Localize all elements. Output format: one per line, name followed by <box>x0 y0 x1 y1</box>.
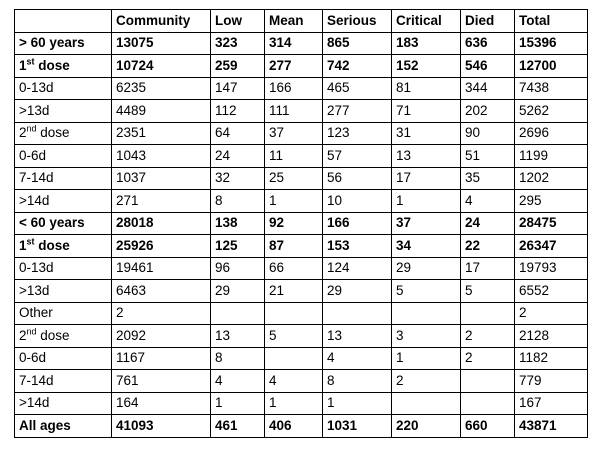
table-cell: 13 <box>392 145 461 168</box>
table-cell: 13 <box>211 325 265 348</box>
table-row <box>15 257 588 280</box>
table-cell: 1 <box>211 392 265 415</box>
row-label: 7-14d <box>19 170 54 186</box>
table-cell: 1 <box>265 392 323 415</box>
table-cell: 1 <box>392 347 461 370</box>
table-cell: 183 <box>392 32 461 55</box>
table-cell: 7438 <box>515 77 588 100</box>
table-cell: 152 <box>392 55 461 78</box>
table-cell: 32 <box>211 167 265 190</box>
table-cell: 6552 <box>515 280 588 303</box>
table-cell: 13075 <box>112 32 211 55</box>
table-cell: 406 <box>265 415 323 438</box>
table-cell: 660 <box>461 415 515 438</box>
row-label-cell <box>15 280 112 303</box>
table-cell: 1167 <box>112 347 211 370</box>
table-cell: 323 <box>211 32 265 55</box>
row-label: 2 <box>19 327 27 343</box>
table-cell: 71 <box>392 100 461 123</box>
table-cell: 465 <box>323 77 392 100</box>
row-label-superscript: nd <box>26 123 37 134</box>
table-cell: 24 <box>461 212 515 235</box>
row-label-cell <box>15 302 112 325</box>
row-label-cell <box>15 190 112 213</box>
table-row <box>15 167 588 190</box>
table-cell: 1 <box>265 190 323 213</box>
row-label-superscript: st <box>26 56 35 67</box>
table-cell: 10724 <box>112 55 211 78</box>
table-cell <box>392 392 461 415</box>
row-label-cell <box>15 100 112 123</box>
table-cell: 546 <box>461 55 515 78</box>
table-cell: 12700 <box>515 55 588 78</box>
table-cell: 28475 <box>515 212 588 235</box>
table-cell: 6463 <box>112 280 211 303</box>
table-cell: 25926 <box>112 235 211 258</box>
table-cell: 8 <box>323 370 392 393</box>
header-cell-community: Community <box>112 10 211 33</box>
row-label-cell <box>15 32 112 55</box>
table-cell: 4 <box>265 370 323 393</box>
row-label: >13d <box>19 102 50 118</box>
header-cell-total: Total <box>515 10 588 33</box>
table-cell: 17 <box>461 257 515 280</box>
table-cell: 11 <box>265 145 323 168</box>
row-label-cell <box>15 257 112 280</box>
row-label: Other <box>19 305 53 321</box>
table-row <box>15 370 588 393</box>
table-cell: 779 <box>515 370 588 393</box>
table-cell: 259 <box>211 55 265 78</box>
table-cell: 742 <box>323 55 392 78</box>
table-cell: 28018 <box>112 212 211 235</box>
table-cell: 5 <box>461 280 515 303</box>
header-cell-row-label <box>15 10 112 33</box>
table-row <box>15 347 588 370</box>
table-cell: 51 <box>461 145 515 168</box>
table-cell: 2092 <box>112 325 211 348</box>
table-cell: 295 <box>515 190 588 213</box>
row-label: 0-6d <box>19 350 47 366</box>
table-cell: 26347 <box>515 235 588 258</box>
table-row <box>15 122 588 145</box>
table-cell: 29 <box>211 280 265 303</box>
row-label-cell <box>15 370 112 393</box>
table-cell: 4 <box>211 370 265 393</box>
table-cell: 35 <box>461 167 515 190</box>
table-cell: 96 <box>211 257 265 280</box>
table-cell: 167 <box>515 392 588 415</box>
table-row <box>15 32 588 55</box>
table-cell: 34 <box>392 235 461 258</box>
table-cell: 220 <box>392 415 461 438</box>
header-cell-low: Low <box>211 10 265 33</box>
table-cell: 3 <box>392 325 461 348</box>
table-cell: 4 <box>461 190 515 213</box>
table-cell: 24 <box>211 145 265 168</box>
table-cell: 8 <box>211 347 265 370</box>
header-cell-died: Died <box>461 10 515 33</box>
table-cell: 2 <box>461 325 515 348</box>
row-label-cell <box>15 347 112 370</box>
table-row <box>15 302 588 325</box>
table-cell: 43871 <box>515 415 588 438</box>
row-label: >13d <box>19 282 50 298</box>
table-cell: 6235 <box>112 77 211 100</box>
table-cell: 4489 <box>112 100 211 123</box>
table-cell: 21 <box>265 280 323 303</box>
table-cell: 314 <box>265 32 323 55</box>
row-label-superscript: st <box>26 236 35 247</box>
table-row <box>15 212 588 235</box>
table-cell: 1031 <box>323 415 392 438</box>
table-cell: 5262 <box>515 100 588 123</box>
row-label-suffix: dose <box>36 125 70 141</box>
table-cell: 81 <box>392 77 461 100</box>
row-label-cell <box>15 212 112 235</box>
table-cell: 123 <box>323 122 392 145</box>
table-row <box>15 392 588 415</box>
table-cell: 111 <box>265 100 323 123</box>
table-cell: 5 <box>392 280 461 303</box>
row-label: 1 <box>19 57 27 73</box>
table-cell: 5 <box>265 325 323 348</box>
table-cell: 1199 <box>515 145 588 168</box>
table-cell: 31 <box>392 122 461 145</box>
table-cell <box>461 302 515 325</box>
row-label: 0-13d <box>19 260 54 276</box>
table-cell: 19461 <box>112 257 211 280</box>
header-cell-serious: Serious <box>323 10 392 33</box>
table-cell: 636 <box>461 32 515 55</box>
row-label: 0-6d <box>19 147 47 163</box>
table-cell: 344 <box>461 77 515 100</box>
table-cell: 64 <box>211 122 265 145</box>
row-label-cell <box>15 325 112 348</box>
table-cell: 461 <box>211 415 265 438</box>
table-cell: 277 <box>323 100 392 123</box>
table-cell: 271 <box>112 190 211 213</box>
row-label-superscript: nd <box>26 326 37 337</box>
table-cell: 138 <box>211 212 265 235</box>
row-label-cell <box>15 145 112 168</box>
table-cell: 2696 <box>515 122 588 145</box>
table-cell: 29 <box>323 280 392 303</box>
table-cell: 112 <box>211 100 265 123</box>
table-cell: 153 <box>323 235 392 258</box>
table-cell: 19793 <box>515 257 588 280</box>
table-cell: 166 <box>323 212 392 235</box>
table-cell: 1 <box>323 392 392 415</box>
table-row <box>15 55 588 78</box>
table-cell: 41093 <box>112 415 211 438</box>
table-cell: 22 <box>461 235 515 258</box>
table-row <box>15 145 588 168</box>
table-row <box>15 77 588 100</box>
row-label: 0-13d <box>19 80 54 96</box>
table-cell: 4 <box>323 347 392 370</box>
table-cell: 37 <box>392 212 461 235</box>
table-cell: 2128 <box>515 325 588 348</box>
row-label: >14d <box>19 192 50 208</box>
row-label-cell <box>15 235 112 258</box>
row-label-suffix: dose <box>36 327 70 343</box>
table-row <box>15 100 588 123</box>
table-cell: 166 <box>265 77 323 100</box>
table-cell: 202 <box>461 100 515 123</box>
table-cell: 1037 <box>112 167 211 190</box>
table-cell: 761 <box>112 370 211 393</box>
row-label: < 60 years <box>19 215 85 231</box>
table-cell: 1043 <box>112 145 211 168</box>
table-cell <box>461 392 515 415</box>
table-cell <box>461 370 515 393</box>
table-cell: 90 <box>461 122 515 145</box>
row-label-cell <box>15 167 112 190</box>
table-cell <box>211 302 265 325</box>
table-row <box>15 235 588 258</box>
table-cell: 56 <box>323 167 392 190</box>
table-cell: 10 <box>323 190 392 213</box>
table-cell: 2 <box>112 302 211 325</box>
table-cell <box>323 302 392 325</box>
row-label: All ages <box>19 417 71 433</box>
table-cell: 25 <box>265 167 323 190</box>
table-cell: 2 <box>515 302 588 325</box>
row-label: 2 <box>19 125 27 141</box>
table-cell: 2 <box>461 347 515 370</box>
table-header-row <box>15 10 588 33</box>
row-label-suffix: dose <box>34 57 70 73</box>
header-cell-critical: Critical <box>392 10 461 33</box>
row-label: > 60 years <box>19 35 85 51</box>
row-label-cell <box>15 55 112 78</box>
table-cell: 125 <box>211 235 265 258</box>
data-table <box>14 9 588 438</box>
row-label: 1 <box>19 237 27 253</box>
table-body <box>15 32 588 437</box>
table-cell: 865 <box>323 32 392 55</box>
header-cell-mean: Mean <box>265 10 323 33</box>
table-cell: 8 <box>211 190 265 213</box>
table-cell: 92 <box>265 212 323 235</box>
table-cell: 2 <box>392 370 461 393</box>
table-cell <box>265 347 323 370</box>
table-cell: 17 <box>392 167 461 190</box>
table-cell: 1182 <box>515 347 588 370</box>
row-label: 7-14d <box>19 372 54 388</box>
table-cell: 57 <box>323 145 392 168</box>
table-cell <box>392 302 461 325</box>
table-cell: 13 <box>323 325 392 348</box>
table-cell: 87 <box>265 235 323 258</box>
table-cell: 164 <box>112 392 211 415</box>
table-cell: 66 <box>265 257 323 280</box>
table-row <box>15 325 588 348</box>
table-cell: 147 <box>211 77 265 100</box>
table-row <box>15 190 588 213</box>
row-label-suffix: dose <box>34 237 70 253</box>
table-cell: 15396 <box>515 32 588 55</box>
table-cell: 124 <box>323 257 392 280</box>
table-cell: 2351 <box>112 122 211 145</box>
row-label-cell <box>15 122 112 145</box>
table-cell: 1 <box>392 190 461 213</box>
row-label: >14d <box>19 395 50 411</box>
table-cell <box>265 302 323 325</box>
table-row <box>15 415 588 438</box>
table-cell: 277 <box>265 55 323 78</box>
row-label-cell <box>15 77 112 100</box>
table-row <box>15 280 588 303</box>
table-cell: 1202 <box>515 167 588 190</box>
table-cell: 29 <box>392 257 461 280</box>
row-label-cell <box>15 415 112 438</box>
row-label-cell <box>15 392 112 415</box>
table-cell: 37 <box>265 122 323 145</box>
